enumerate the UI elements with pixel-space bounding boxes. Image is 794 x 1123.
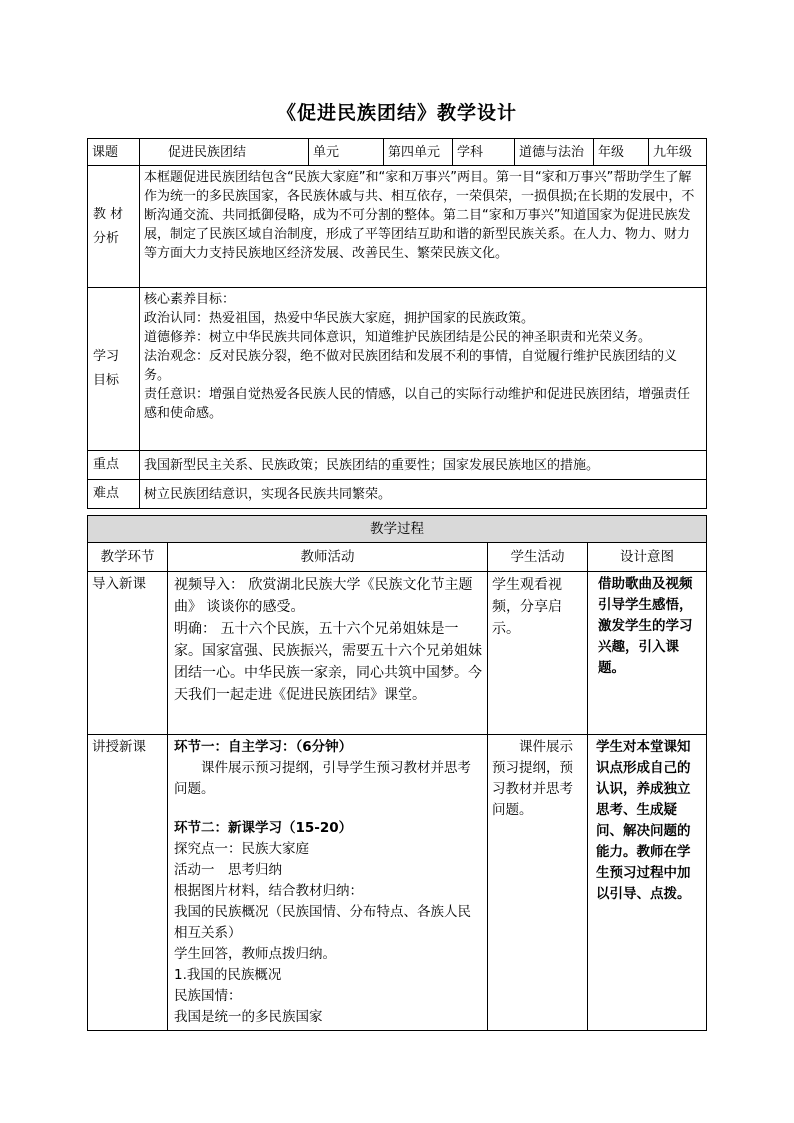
difficulty-row (88, 480, 707, 509)
table-row (88, 735, 707, 1031)
col-header-student: 学生活动 (488, 543, 588, 572)
info-header-row (88, 139, 707, 166)
unit-value: 第四单元 (384, 139, 453, 166)
teacher-line: 我国是统一的多民族国家 (174, 1009, 323, 1025)
teacher-line: 根据图片材料，结合教材归纳： (174, 883, 363, 899)
goals-text (140, 288, 707, 451)
key-label: 重点 (88, 451, 140, 480)
teacher-line: 我国的民族概况（民族国情、分布特点、各族人民相互关系） (174, 904, 471, 941)
analysis-text: 本框题促进民族团结包含“民族大家庭”和“家和万事兴”两目。第一目“家和万事兴”帮助学生了解作为统一的多民族国家，各民族休戚与共、相互依存，一荣俱荣，一损俱损;在长期的发展中，不断沟通交流、共同抵御侵略，成为不可分割的整体。第二目“家和万事兴”知道国家为促进民族发展，制定了民族区域自治制度，形成了平等团结互助和谐的新型民族关系。在人力、物力、财力等方面大力支持民族地区经济发展、改善民生、繁荣民族文化。 (140, 166, 707, 288)
page-title: 《促进民族团结》教学设计 (276, 102, 517, 124)
difficulty-text: 树立民族团结意识，实现各民族共同繁荣。 (140, 480, 707, 509)
subject-label: 学科 (453, 139, 515, 166)
table-row (88, 572, 707, 735)
col-header-intent: 设计意图 (588, 543, 707, 572)
teacher-line: 视频导入： 欣赏湖北民族大学《民族文化节主题曲》 谈谈你的感受。 (174, 577, 473, 615)
stage-intro: 导入新课 (88, 572, 168, 735)
goals-line: 道德修养：树立中华民族共同体意识，知道维护民族团结是公民的神圣职责和光荣义务。 (144, 330, 652, 345)
key-row (88, 451, 707, 480)
student-activity-intro: 学生观看视频，分享启示。 (488, 572, 588, 735)
goals-line: 法治观念：反对民族分裂，绝不做对民族团结和发展不利的事情，自觉履行维护民族团结的义务。 (144, 349, 678, 383)
lesson-label: 课题 (88, 139, 140, 166)
process-header-row (88, 543, 707, 572)
teacher-line: 探究点一：民族大家庭 (174, 841, 309, 857)
step1-text: 课件展示预习提纲，引导学生预习教材并思考问题。 (174, 760, 471, 797)
difficulty-label: 难点 (88, 480, 140, 509)
lesson-value: 促进民族团结 (140, 139, 309, 166)
goals-line: 政治认同：热爱祖国，热爱中华民族大家庭，拥护国家的民族政策。 (144, 311, 535, 326)
goals-line: 核心素养目标： (144, 292, 236, 307)
process-title: 教学过程 (88, 516, 707, 543)
goals-line: 责任意识：增强自觉热爱各民族人民的情感，以自己的实际行动维护和促进民族团结，增强责任感和使命感。 (144, 387, 691, 421)
teacher-line: 活动一 思考归纳 (174, 862, 282, 878)
teaching-process-table (87, 515, 707, 1031)
goals-row (88, 288, 707, 451)
grade-label: 年级 (594, 139, 649, 166)
design-intent-new: 学生对本堂课知识点形成自己的认识，养成独立思考、生成疑问、解决问题的能力。教师在学生预习过程中加以引导、点拨。 (588, 735, 707, 1031)
subject-value: 道德与法治 (515, 139, 594, 166)
step2-title: 环节二：新课学习（15-20） (174, 820, 353, 836)
grade-value: 九年级 (649, 139, 707, 166)
col-header-stage: 教学环节 (88, 543, 168, 572)
process-title-row (88, 516, 707, 543)
key-text: 我国新型民主关系、民族政策；民族团结的重要性；国家发展民族地区的措施。 (140, 451, 707, 480)
teacher-line: 1.我国的民族概况 (174, 967, 282, 983)
col-header-teacher: 教师活动 (168, 543, 488, 572)
teacher-line: 民族国情： (174, 988, 242, 1004)
teacher-activity-intro (168, 572, 488, 735)
step1-title: 环节一：自主学习：（6分钟） (174, 739, 353, 755)
student-activity-new: 课件展示预习提纲，预习教材并思考问题。 (488, 735, 588, 1031)
stage-new: 讲授新课 (88, 735, 168, 1031)
lesson-info-table (87, 138, 707, 509)
teacher-line: 学生回答，教师点拨归纳。 (174, 946, 336, 962)
teacher-activity-new (168, 735, 488, 1031)
design-intent-intro: 借助歌曲及视频引导学生感悟，激发学生的学习兴趣，引入课题。 (588, 572, 707, 735)
analysis-row (88, 166, 707, 288)
teacher-line: 明确： 五十六个民族，五十六个兄弟姐妹是一家。国家富强、民族振兴，需要五十六个兄弟姐妹团结一心。中华民族一家亲，同心共筑中国梦。今天我们一起走进《促进民族团结》课堂。 (174, 621, 482, 703)
goals-label: 学习 目标 (88, 288, 140, 451)
unit-label: 单元 (309, 139, 384, 166)
analysis-label: 教 材 分析 (88, 166, 140, 288)
